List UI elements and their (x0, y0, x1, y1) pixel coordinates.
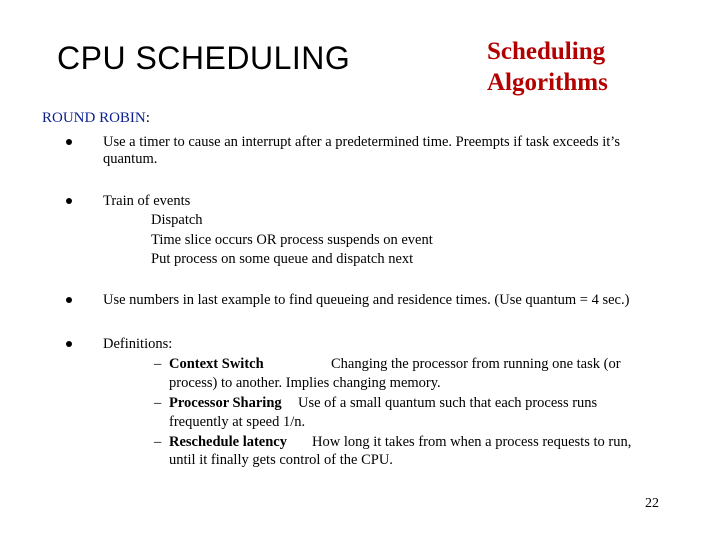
definition-dash: – (154, 434, 162, 450)
definition-dash: – (154, 395, 162, 411)
train-step: Dispatch (151, 212, 203, 228)
definition-term: Context Switch (169, 356, 264, 372)
page-number: 22 (645, 496, 659, 511)
definition-text: until it finally gets control of the CPU. (169, 452, 393, 468)
definition-text: frequently at speed 1/n. (169, 414, 306, 430)
definition-dash: – (154, 356, 162, 372)
definition-text: Changing the processor from running one task (or (331, 356, 621, 372)
bullet-timer-line1: Use a timer to cause an interrupt after a predetermined time. Preempts if task exceeds it’s (103, 134, 620, 150)
bullet-definitions-label: Definitions: (103, 336, 173, 352)
bullet-numbers: Use numbers in last example to find queueing and residence times. (Use quantum = 4 sec.) (103, 292, 630, 308)
section-heading-text: ROUND ROBIN (42, 110, 146, 126)
bullet-dot (66, 198, 72, 204)
section-heading (42, 110, 150, 127)
definition-text: How long it takes from when a process requests to run, (312, 434, 632, 450)
definition-term: Processor Sharing (169, 395, 282, 411)
slide-subtitle (487, 36, 608, 98)
bullet-dot (66, 139, 72, 145)
definition-text: Use of a small quantum such that each process runs (298, 395, 598, 411)
train-step: Put process on some queue and dispatch next (151, 251, 414, 267)
train-step: Time slice occurs OR process suspends on event (151, 232, 433, 248)
slide-title: CPU SCHEDULING (57, 40, 351, 76)
bullet-dot (66, 297, 72, 303)
subtitle-line: Scheduling (487, 38, 606, 65)
bullet-train-label: Train of events (103, 193, 191, 209)
bullet-timer-line2: quantum. (103, 151, 158, 167)
section-heading-colon: : (145, 110, 150, 126)
bullet-dot (66, 341, 72, 347)
definition-text: process) to another. Implies changing memory. (169, 375, 441, 391)
subtitle-line: Algorithms (487, 69, 608, 96)
definition-term: Reschedule latency (169, 434, 287, 450)
